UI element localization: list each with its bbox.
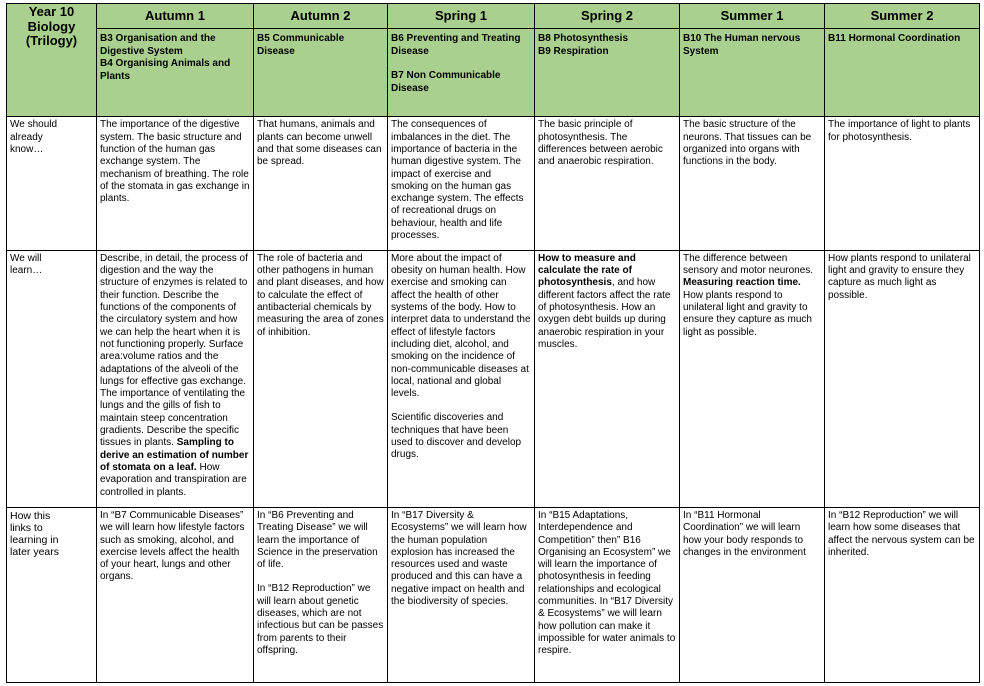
- learn-emphasis: How to measure and calculate the rate of photosynthesis: [538, 252, 636, 289]
- row-heading-learn: [7, 250, 97, 507]
- links-summer1: In “B11 Hormonal Coordination” we will learn how your body responds to changes in the environment: [680, 507, 825, 682]
- term-heading-autumn1: Autumn 1: [97, 4, 254, 29]
- learn-text: How plants respond to unilateral light and gravity to ensure they capture as much light as possible.: [683, 289, 812, 338]
- learn-spring2: [535, 250, 680, 507]
- learn-text: , and how different factors affect the rate of photosynthesis. How an oxygen debt builds up during anaerobic respiration in your muscles.: [538, 277, 671, 350]
- links-autumn2: [254, 507, 388, 682]
- row-label-line: learning in: [10, 533, 59, 546]
- links-spring2: In “B15 Adaptations, Interdependence and Competition” then” B16 Organising an Ecosystem” we will learn the importance of photosynthesis in feeding relationships and ecological communities. In “B17 Diversity & Ecosystems” we will learn how pollution can make it impossible for water animals to respire.: [535, 507, 680, 682]
- row-label-line: We will: [10, 252, 42, 264]
- topic-summer2: B11 Hormonal Coordination: [825, 29, 980, 117]
- curriculum-table: [6, 3, 980, 683]
- row-label-line: How this: [10, 509, 51, 522]
- links-text: In “B6 Preventing and Treating Disease” we will learn the importance of Science in the preservation of life.: [257, 509, 378, 571]
- know-summer1: The basic structure of the neurons. That tissues can be organized into organs with functions in the body.: [680, 117, 825, 251]
- row-label-line: links to: [10, 521, 43, 534]
- row-label-line: learn…: [10, 265, 43, 277]
- prior-knowledge-row: [7, 117, 980, 251]
- will-learn-row: [7, 250, 980, 507]
- learn-summer1: [680, 250, 825, 507]
- topic-spring2: [535, 29, 680, 117]
- links-autumn1: In “B7 Communicable Diseases” we will learn how lifestyle factors such as smoking, alcohol, and exercise levels affect the health of your heart, lungs and other organs.: [97, 507, 254, 682]
- row-label-line: We should: [10, 119, 58, 131]
- year-subject-heading: [7, 4, 97, 117]
- learn-text: Scientific discoveries and techniques that have been used to discover and develop drugs.: [391, 412, 522, 461]
- row-heading-links: [7, 507, 97, 682]
- year-label: Year 10: [28, 4, 75, 19]
- know-autumn2: That humans, animals and plants can become unwell and that some diseases can be spread.: [254, 117, 388, 251]
- know-autumn1: The importance of the digestive system. The basic structure and function of the human gas exchange system. The mechanism of breathing. The role of the stomata in gas exchange in plants.: [97, 117, 254, 251]
- term-heading-summer1: Summer 1: [680, 4, 825, 29]
- topic-b4: B4 Organising Animals and Plants: [100, 58, 231, 82]
- know-summer2: The importance of light to plants for photosynthesis.: [825, 117, 980, 251]
- learn-summer2: How plants respond to unilateral light and gravity to ensure they capture as much light as possible.: [825, 250, 980, 507]
- topic-b7: B7 Non Communicable Disease: [391, 70, 501, 94]
- know-spring2: The basic principle of photosynthesis. The differences between aerobic and anaerobic respiration.: [535, 117, 680, 251]
- term-heading-autumn2: Autumn 2: [254, 4, 388, 29]
- know-spring1: The consequences of imbalances in the diet. The importance of bacteria in the human digestive system. The impact of exercise and smoking on the human gas exchange system. The effects of recreational drugs on behaviour, health and life processes.: [388, 117, 535, 251]
- topic-b3: B3 Organisation and the Digestive System: [100, 33, 216, 57]
- learn-text: How evaporation and transpiration are controlled in plants.: [100, 461, 247, 498]
- term-heading-spring1: Spring 1: [388, 4, 535, 29]
- learn-text: Describe, in detail, the process of digestion and the way the structure of enzymes is related to their function. Describe the functions of the components of the circulatory system and how we can help the heart when it is not functioning properly. Surface area:volume ratios and the adaptations of the alveoli of the lungs for effective gas exchange. The importance of ventilating the lungs and the gills of fish to maintain steep concentration gradients. Describe the specific tissues in plants.: [100, 252, 248, 449]
- learn-text: The difference between sensory and motor neurones.: [683, 252, 814, 277]
- learn-text: More about the impact of obesity on human health. How exercise and smoking can affect the health of other systems of the body. How to interpret data to understand the effect of lifestyle factors including diet, alcohol, and smoking on the incidence of non-communicable diseases at local, national and global levels.: [391, 252, 531, 400]
- topic-autumn1: [97, 29, 254, 117]
- learn-emphasis: Measuring reaction time.: [683, 277, 801, 289]
- topic-b8: B8 Photosynthesis: [538, 33, 629, 45]
- topic-spring1: [388, 29, 535, 117]
- row-label-line: already: [10, 131, 43, 143]
- links-spring1: In “B17 Diversity & Ecosystems” we will learn how the human population explosion has increased the resources used and waste produced and this can have a negative impact on health and the biodiversity of species.: [388, 507, 535, 682]
- links-text: In “B12 Reproduction” we will learn about genetic diseases, which are not infectious but can be passes from parents to their offspring.: [257, 583, 384, 656]
- term-heading-summer2: Summer 2: [825, 4, 980, 29]
- row-heading-know: [7, 117, 97, 251]
- row-label-line: know…: [10, 143, 44, 155]
- term-heading-spring2: Spring 2: [535, 4, 680, 29]
- learn-autumn1: [97, 250, 254, 507]
- learn-emphasis: Sampling to derive an estimation of number of stomata on a leaf.: [100, 437, 249, 473]
- future-links-row: [7, 507, 980, 682]
- topic-b9: B9 Respiration: [538, 45, 609, 57]
- topic-autumn2: B5 Communicable Disease: [254, 29, 388, 117]
- subject-label: Biology: [27, 18, 76, 34]
- header-row: [7, 4, 980, 29]
- course-label: (Trilogy): [25, 33, 78, 48]
- links-summer2: In “B12 Reproduction” we will learn how some diseases that affect the nervous system can be inherited.: [825, 507, 980, 682]
- topic-row: [7, 29, 980, 117]
- learn-autumn2: The role of bacteria and other pathogens in human and plant diseases, and how to calculate the effect of antibacterial chemicals by measuring the area of zones of inhibition.: [254, 250, 388, 507]
- topic-b6: B6 Preventing and Treating Disease: [391, 33, 521, 57]
- learn-spring1: [388, 250, 535, 507]
- row-label-line: later years: [10, 545, 60, 558]
- topic-summer1: B10 The Human nervous System: [680, 29, 825, 117]
